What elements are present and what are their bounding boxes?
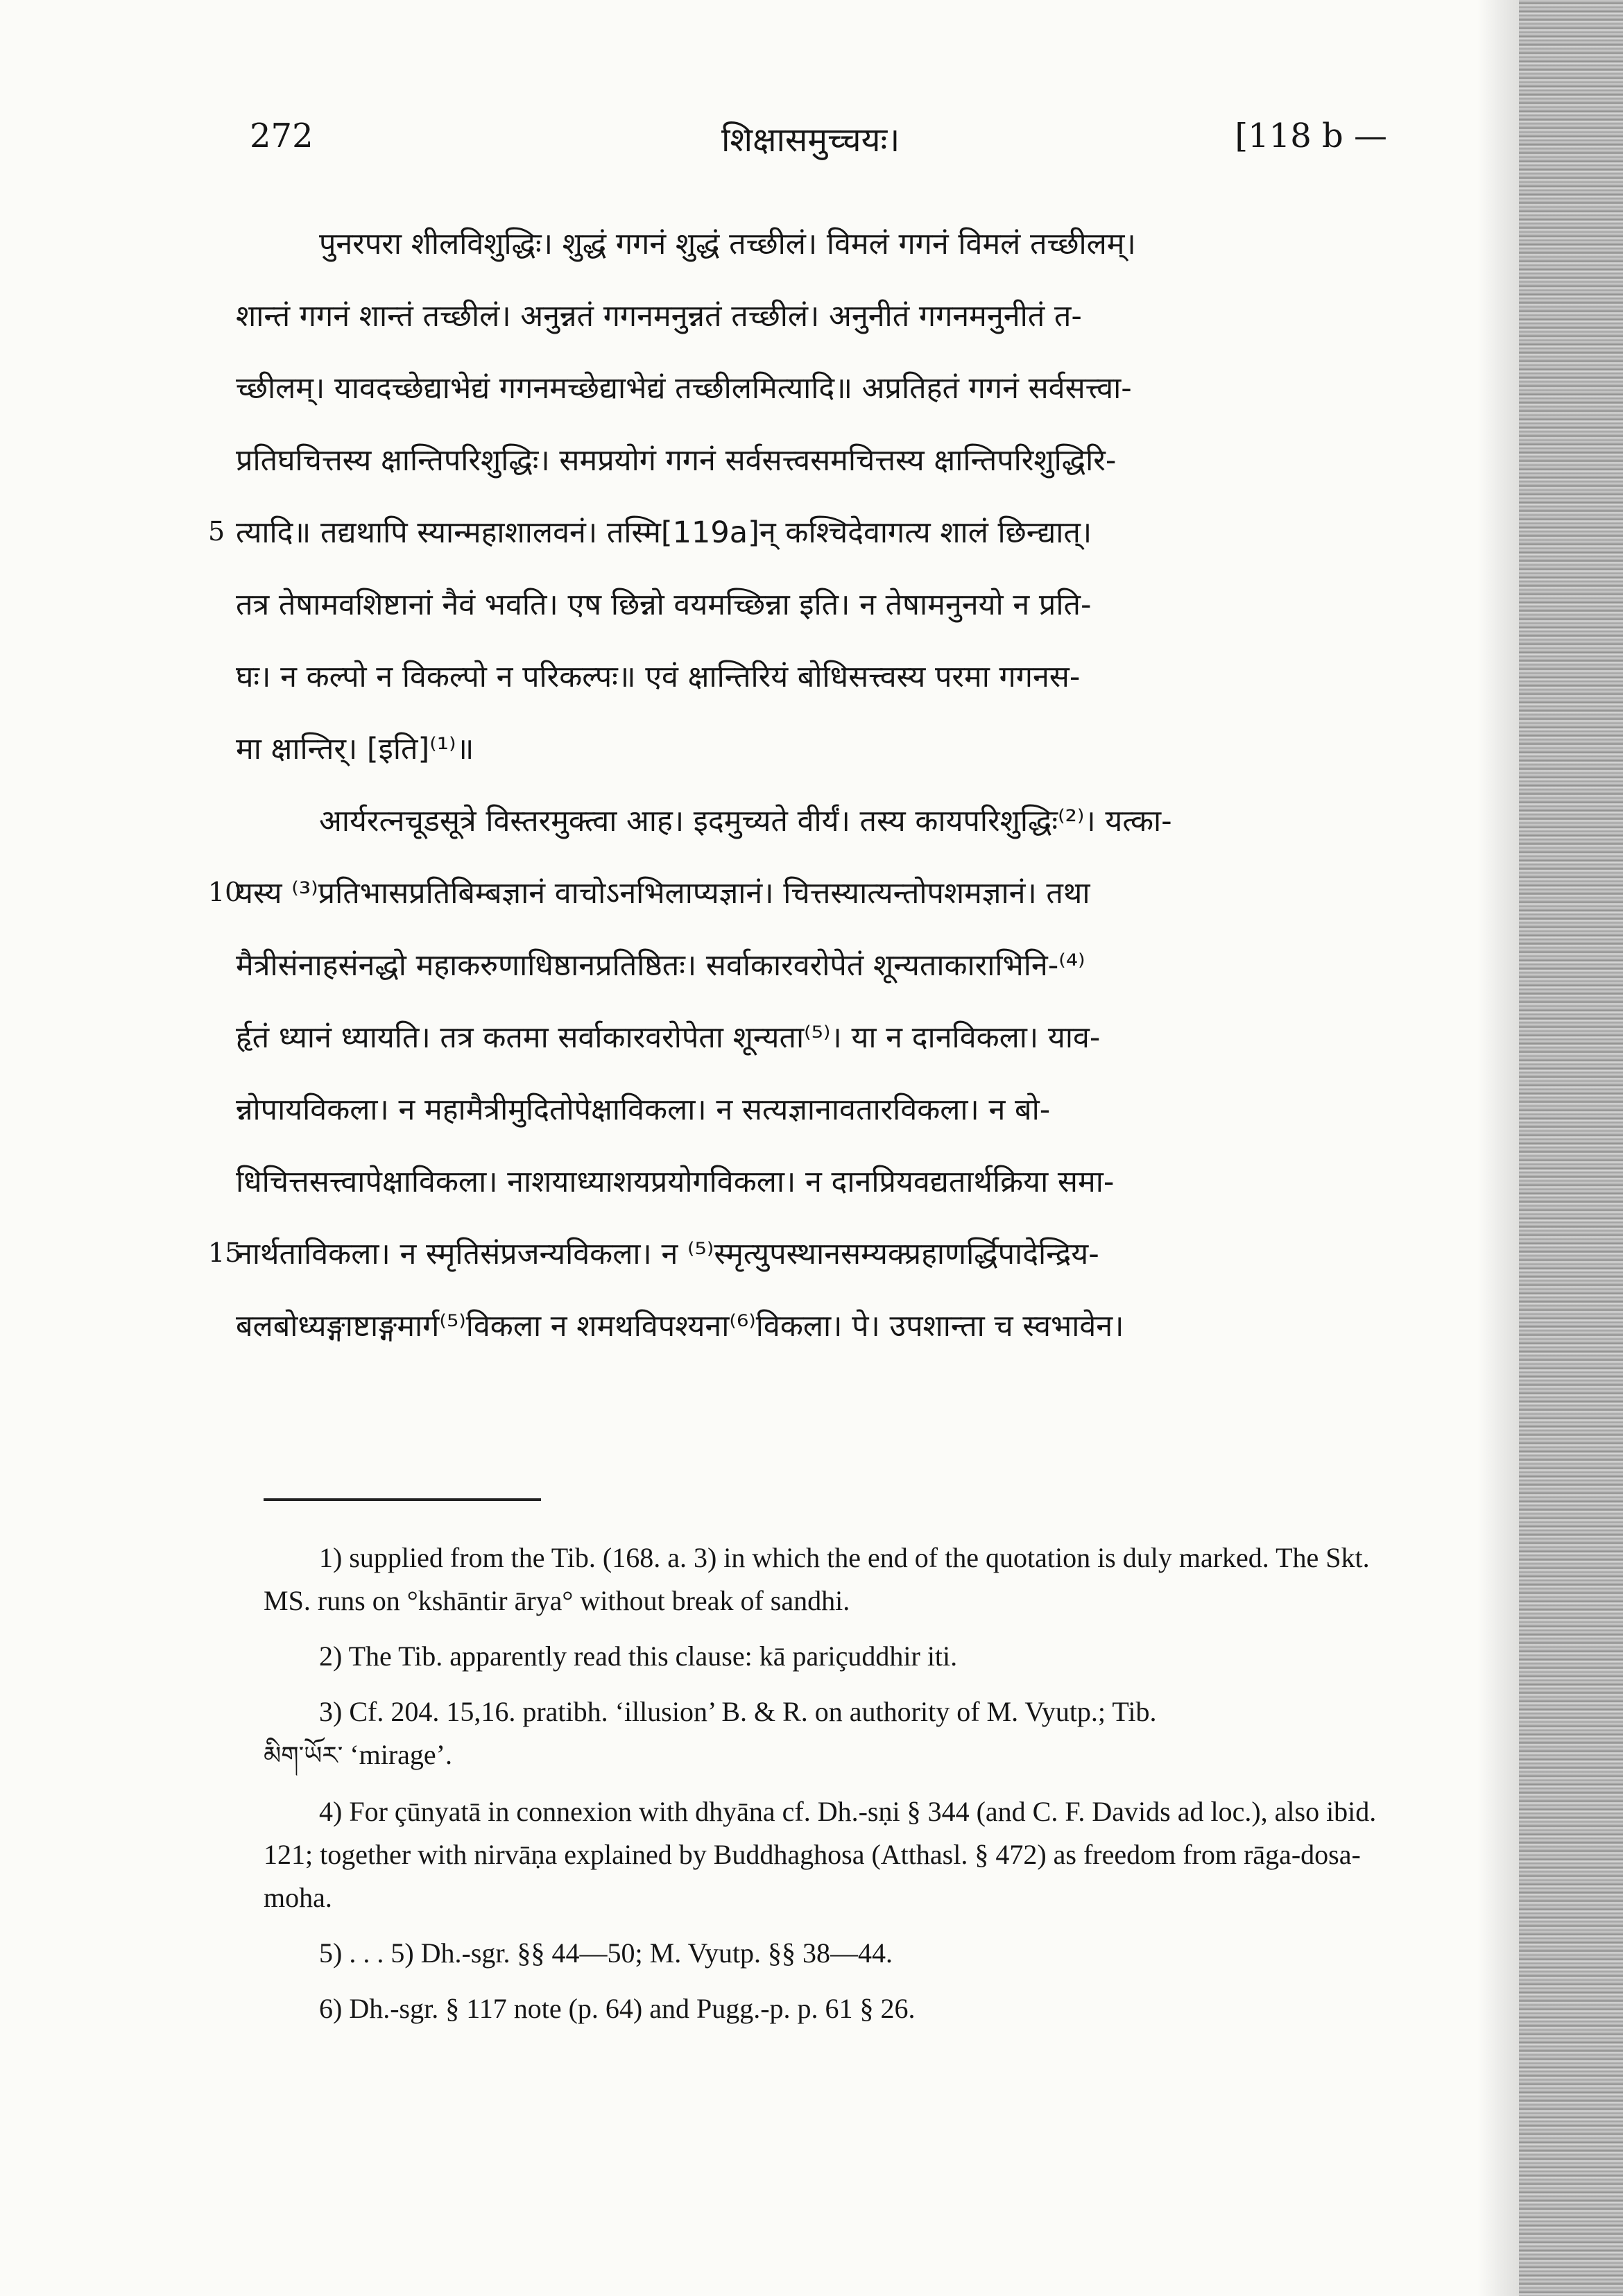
footnote [264,1536,1387,1622]
running-header [250,117,1387,172]
text-line: न्नोपायविकला। न महामैत्रीमुदितोपेक्षाविकला। न सत्यज्ञानावतारविकला। न बो- [236,1093,1051,1127]
text-line: शान्तं गगनं शान्तं तच्छीलं। अनुन्नतं गगनमनुन्नतं तच्छीलं। अनुनीतं गगनमनुनीतं त- [236,299,1082,334]
text-line: यस्य ⁽³⁾प्रतिभासप्रतिबिम्बज्ञानं वाचोऽनभिलाप्यज्ञानं। चित्तस्यात्यन्तोपशमज्ञानं। तथा [236,876,1090,911]
text-line: मैत्रीसंनाहसंनद्धो महाकरुणाधिष्ठानप्रतिष्ठितः। सर्वाकारवरोपेतं शून्यताकाराभिनि-⁽⁴⁾ [236,948,1085,983]
line-number: 10 [208,877,242,907]
folio-reference: [118 b — [1235,117,1387,155]
tibetan-word: མིག་ཡོར་ [264,1742,343,1770]
footnote [264,1690,1387,1778]
footnote [264,1987,1387,2030]
book-spine-edge [1519,0,1623,2296]
text-line: त्यादि॥ तद्यथापि स्यान्महाशालवनं। तस्मि[119a]न् कश्चिदेवागत्य शालं छिन्द्यात्। [236,515,1092,550]
footnote [264,1635,1387,1678]
footnote-rule [264,1498,541,1501]
text-line: घः। न कल्पो न विकल्पो न परिकल्पः॥ एवं क्षान्तिरियं बोधिसत्त्वस्य परमा गगनस- [236,660,1081,694]
footnote-text: 3) Cf. 204. 15,16. pratibh. ‘illusion’ B. & R. on authority of M. Vyutp.; Tib. [319,1696,1157,1727]
text-line: बलबोध्यङ्गाष्टाङ्गमार्ग⁽⁵⁾विकला न शमथविपश्यना⁽⁶⁾विकला। पे। उपशान्ता च स्वभावेन। [236,1309,1124,1344]
tibetan-gloss: ‘mirage’. [343,1739,452,1770]
footnote-text: 4) For çūnyatā in connexion with dhyāna cf. Dh.-sṇi § 344 (and C. F. Davids ad loc.), also ibid. 121; together with nirvāṇa explained by Buddhaghosa (Atthasl. § 472) as freedom from rāga-dosa-moha. [264,1796,1377,1913]
text-line: आर्यरत्नचूडसूत्रे विस्तरमुक्त्वा आह। इदमुच्यते वीर्यं। तस्य कायपरिशुद्धिः⁽²⁾। यत्का- [319,804,1172,839]
footnotes-block [264,1536,1387,2043]
footnote-text: 2) The Tib. apparently read this clause: kā pariçuddhir iti. [319,1640,958,1672]
text-line: नार्थताविकला। न स्मृतिसंप्रजन्यविकला। न ⁽⁵⁾स्मृत्युपस्थानसम्यक्प्रहाणर्द्धिपादेन्द्रिय- [236,1237,1099,1271]
line-number: 5 [208,516,225,547]
text-line: धिचित्तसत्त्वापेक्षाविकला। नाशयाध्याशयप्रयोगविकला। न दानप्रियवद्यतार्थक्रिया समा- [236,1165,1115,1199]
footnote-text: 1) supplied from the Tib. (168. a. 3) in which the end of the quotation is duly marked. The Skt. MS. runs on °kshāntir ārya° without break of sandhi. [264,1542,1370,1616]
line-number: 15 [208,1237,242,1268]
footnote-text: 5) . . . 5) Dh.-sgr. §§ 44—50; M. Vyutp. §§ 38—44. [319,1937,893,1969]
text-line: तत्र तेषामवशिष्टानां नैवं भवति। एष छिन्नो वयमच्छिन्ना इति। न तेषामनुनयो न प्रति- [236,588,1092,622]
running-title: शिक्षासमुच्चयः। [721,121,900,160]
text-line: पुनरपरा शीलविशुद्धिः। शुद्धं गगनं शुद्धं तच्छीलं। विमलं गगनं विमलं तच्छीलम्। [319,227,1136,262]
page-number: 272 [250,117,314,155]
footnote-text: 6) Dh.-sgr. § 117 note (p. 64) and Pugg.-p. p. 61 § 26. [319,1993,916,2024]
text-line: च्छीलम्। यावदच्छेद्याभेद्यं गगनमच्छेद्याभेद्यं तच्छीलमित्यादि॥ अप्रतिहतं गगनं सर्वसत्त्वा- [236,371,1132,406]
page-edge-shadow [1477,0,1519,2296]
footnote [264,1932,1387,1975]
footnote [264,1790,1387,1919]
text-line: मा क्षान्तिर्। [इति]⁽¹⁾॥ [236,732,474,766]
text-line: प्रतिघचित्तस्य क्षान्तिपरिशुद्धिः। समप्रयोगं गगनं सर्वसत्त्वसमचित्तस्य क्षान्तिपरिशुद्धिरि- [236,443,1117,478]
sanskrit-text-block [236,208,1387,1362]
text-line: र्हृतं ध्यानं ध्यायति। तत्र कतमा सर्वाकारवरोपेता शून्यता⁽⁵⁾। या न दानविकला। याव- [236,1020,1101,1055]
